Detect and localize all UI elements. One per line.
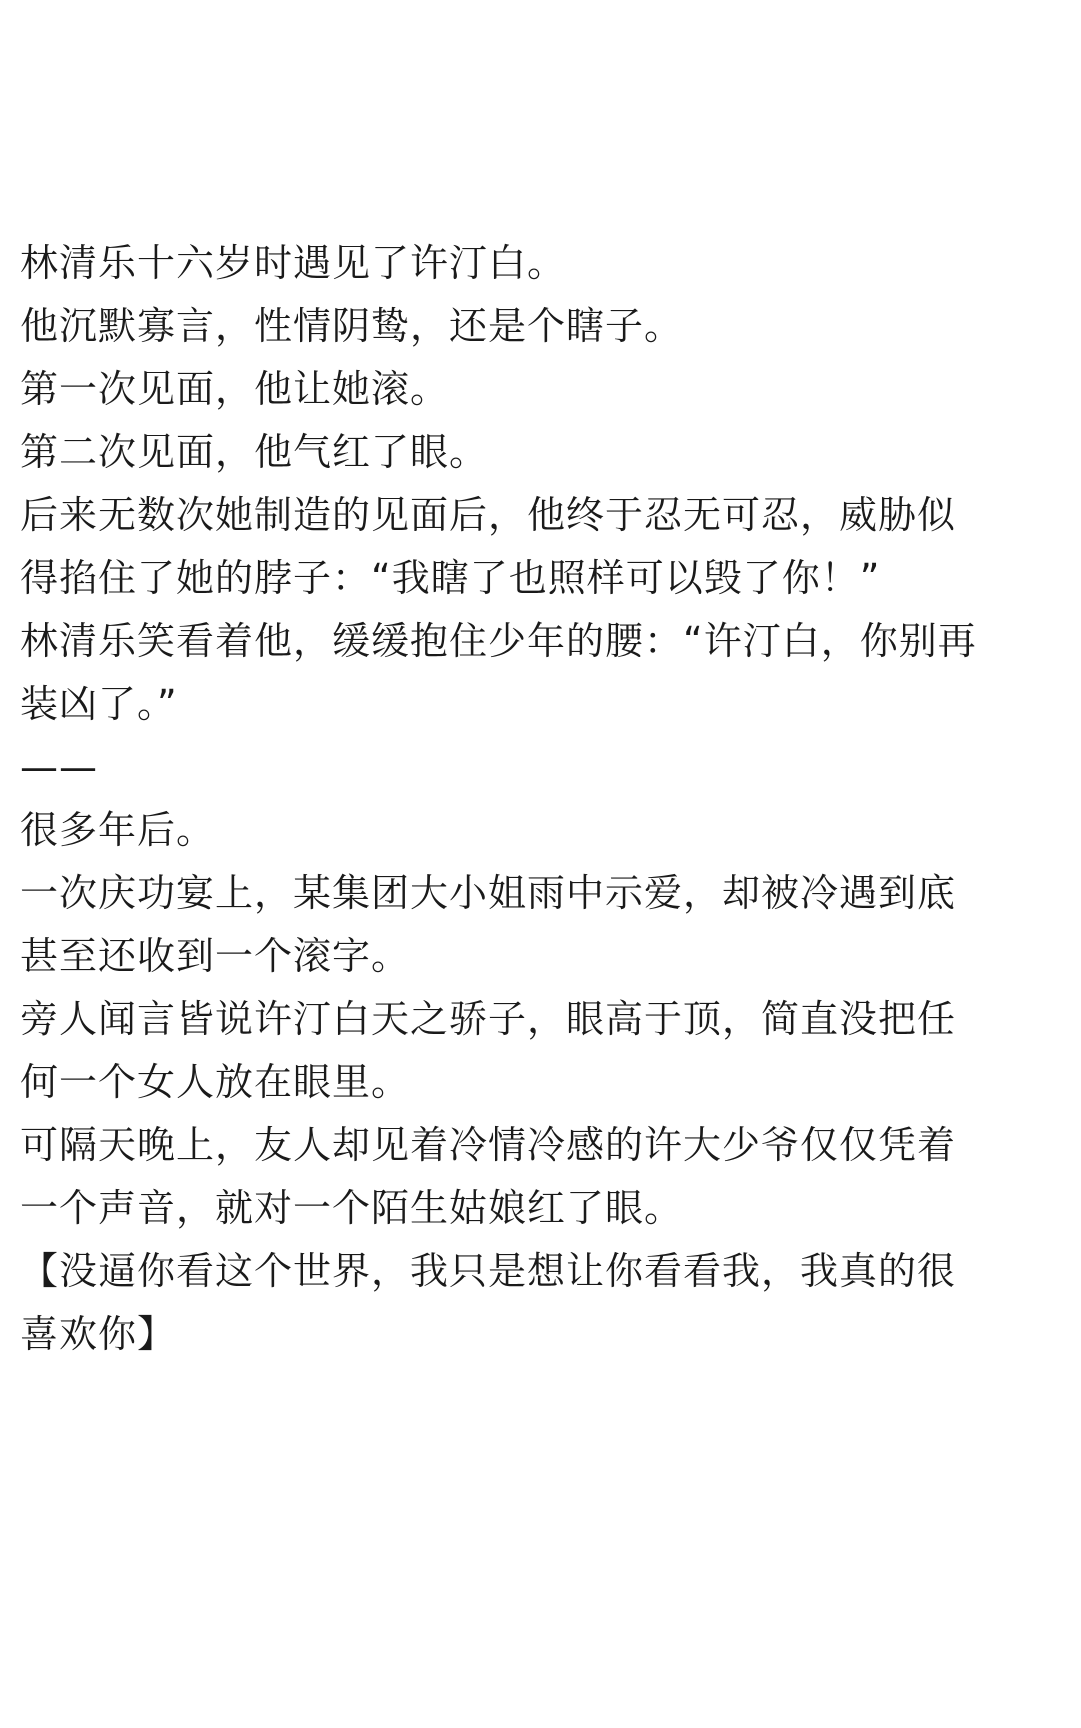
text-line: 第二次见面，他气红了眼。 — [20, 430, 489, 474]
story-text — [20, 232, 1040, 1366]
text-line: 一次庆功宴上，某集团大小姐雨中示爱，却被冷遇到底 — [20, 871, 957, 915]
text-line: 喜欢你】 — [20, 1312, 177, 1356]
text-line: 何一个女人放在眼里。 — [20, 1060, 411, 1104]
text-line: 得掐住了她的脖子：“我瞎了也照样可以毁了你！” — [20, 556, 881, 600]
text-line: 【没逼你看这个世界，我只是想让你看看我，我真的很 — [20, 1249, 957, 1293]
text-line: 一个声音，就对一个陌生姑娘红了眼。 — [20, 1186, 684, 1230]
section-divider — [20, 736, 1040, 799]
text-line: 他沉默寡言，性情阴鸷，还是个瞎子。 — [20, 304, 684, 348]
text-line: 旁人闻言皆说许汀白天之骄子，眼高于顶，简直没把任 — [20, 997, 957, 1041]
text-line: 可隔天晚上，友人却见着冷情冷感的许大少爷仅仅凭着 — [20, 1123, 957, 1167]
text-line: 第一次见面，他让她滚。 — [20, 367, 450, 411]
text-line: 装凶了。” — [20, 682, 178, 726]
text-line: 林清乐笑看着他，缓缓抱住少年的腰：“许汀白，你别再 — [20, 619, 977, 663]
text-line: 很多年后。 — [20, 808, 216, 852]
text-line: 后来无数次她制造的见面后，他终于忍无可忍，威胁似 — [20, 493, 957, 537]
text-line: 甚至还收到一个滚字。 — [20, 934, 411, 978]
divider-dash: —— — [20, 745, 98, 789]
text-line: 林清乐十六岁时遇见了许汀白。 — [20, 241, 567, 285]
